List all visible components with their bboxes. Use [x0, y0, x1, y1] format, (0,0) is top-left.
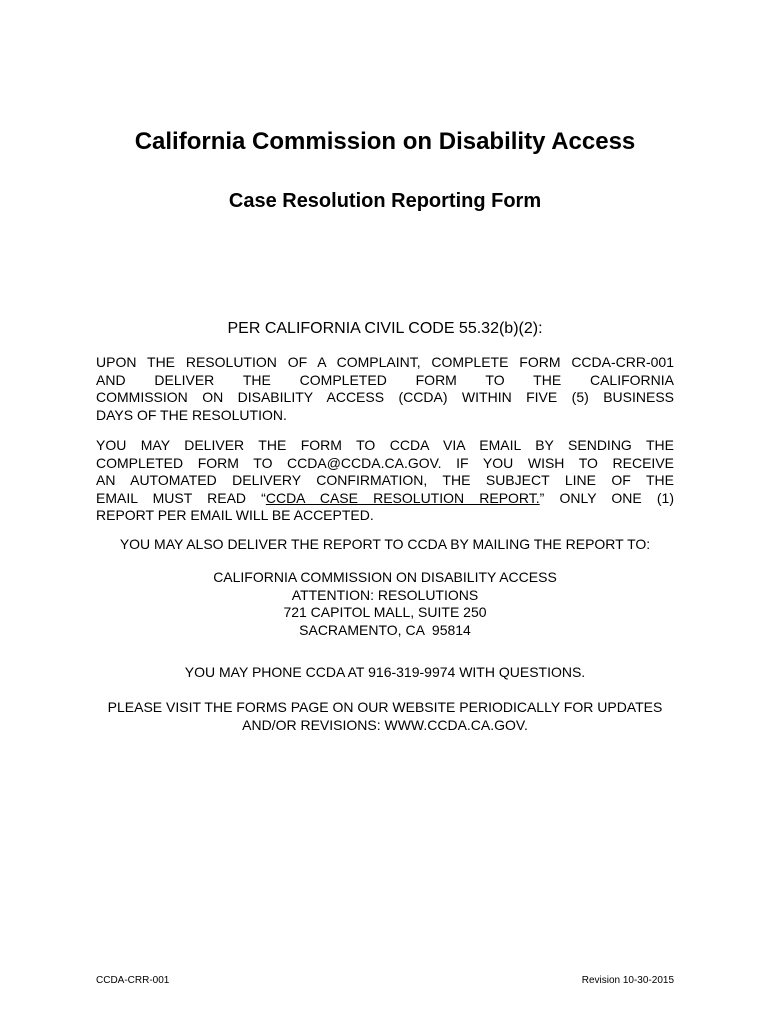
website-line: AND/OR REVISIONS: WWW.CCDA.CA.GOV.	[242, 716, 528, 733]
website-instructions	[0, 699, 770, 734]
email-subject-line: CCDA CASE RESOLUTION REPORT.	[265, 489, 540, 506]
email-subject-prefix: EMAIL MUST READ “	[96, 489, 266, 506]
address-line: CALIFORNIA COMMISSION ON DISABILITY ACCESS	[213, 569, 557, 585]
email-line: YOU MAY DELIVER THE FORM TO CCDA VIA EMAIL BY SENDING THE	[96, 437, 674, 453]
revision-date: Revision 10-30-2015	[581, 975, 674, 986]
resolution-line: UPON THE RESOLUTION OF A COMPLAINT, COMPLETE FORM CCDA-CRR-001	[96, 354, 674, 370]
document-title: California Commission on Disability Access	[134, 128, 636, 155]
form-subtitle: Case Resolution Reporting Form	[228, 190, 542, 212]
email-line: AN AUTOMATED DELIVERY CONFIRMATION, THE SUBJECT LINE OF THE	[96, 472, 674, 488]
form-id: CCDA-CRR-001	[96, 975, 170, 986]
address-line: ATTENTION: RESOLUTIONS	[291, 586, 479, 603]
email-line: COMPLETED FORM TO CCDA@CCDA.CA.GOV. IF YOU WISH TO RECEIVE	[96, 454, 674, 471]
email-subject-suffix: ” ONLY ONE (1)	[539, 489, 674, 506]
email-line: REPORT PER EMAIL WILL BE ACCEPTED.	[96, 507, 374, 523]
mail-heading: YOU MAY ALSO DELIVER THE REPORT TO CCDA BY MAILING THE REPORT TO:	[119, 536, 651, 552]
resolution-line: COMMISSION ON DISABILITY ACCESS (CCDA) WITHIN FIVE (5) BUSINESS	[96, 389, 674, 405]
address-line: SACRAMENTO, CA 95814	[299, 621, 471, 638]
website-line: PLEASE VISIT THE FORMS PAGE ON OUR WEBSITE PERIODICALLY FOR UPDATES	[107, 699, 663, 715]
resolution-instructions	[96, 354, 674, 424]
phone-instructions: YOU MAY PHONE CCDA AT 916-319-9974 WITH QUESTIONS.	[184, 664, 586, 680]
civil-code-heading: PER CALIFORNIA CIVIL CODE 55.32(b)(2):	[227, 320, 543, 337]
resolution-line: DAYS OF THE RESOLUTION.	[96, 406, 287, 423]
email-line	[96, 490, 674, 508]
address-line: 721 CAPITOL MALL, SUITE 250	[283, 604, 487, 620]
resolution-line: AND DELIVER THE COMPLETED FORM TO THE CALIFORNIA	[96, 371, 674, 388]
email-instructions	[96, 437, 674, 525]
mailing-address	[0, 569, 770, 639]
